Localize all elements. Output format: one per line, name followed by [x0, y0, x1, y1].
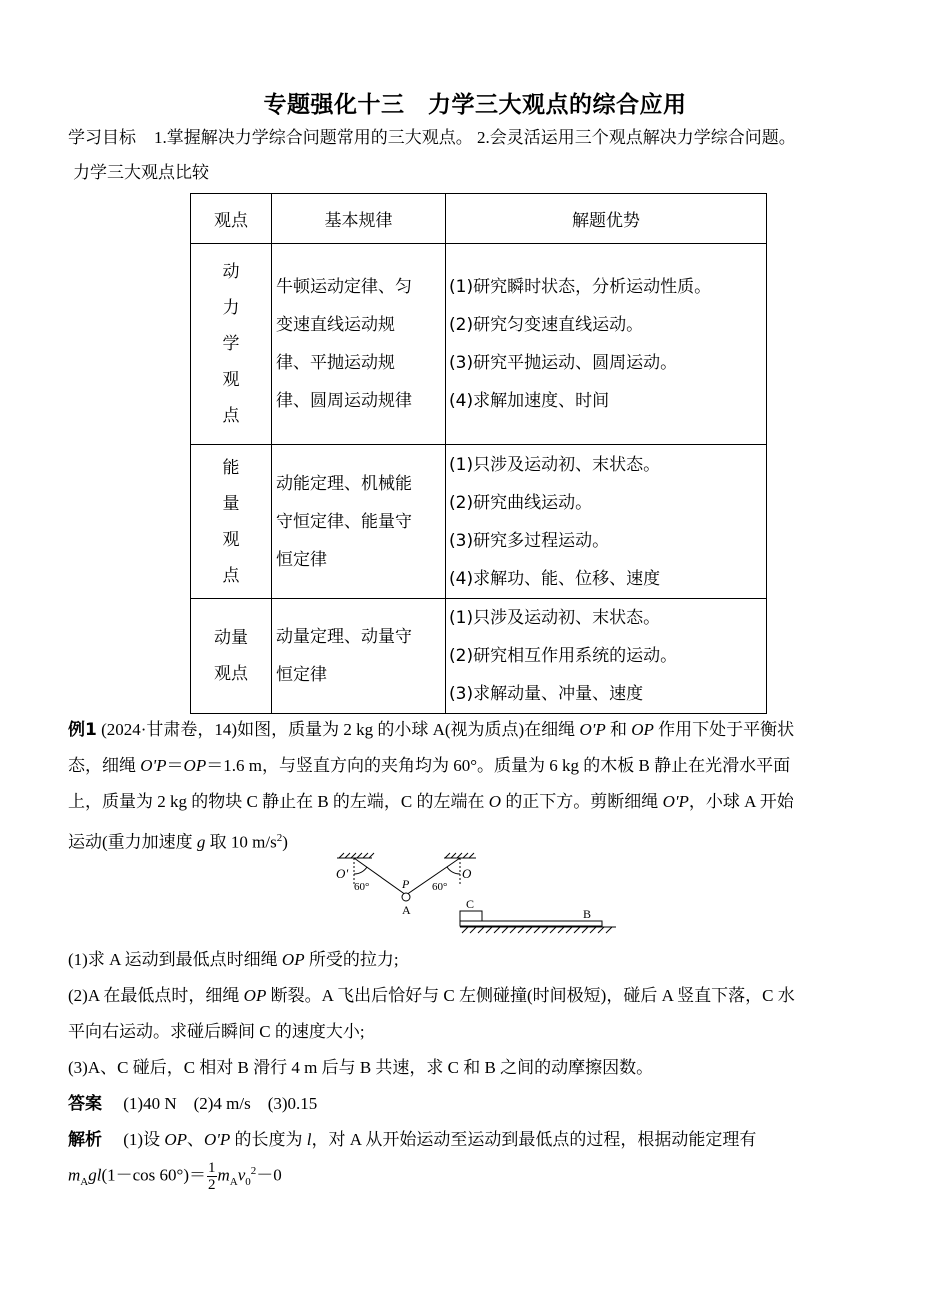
- analysis: 解析 (1)设 OP、O'P 的长度为 l，对 A 从开始运动至运动到最低点的过程，根据动能定理有: [68, 1130, 757, 1150]
- row-laws-dynamics: 牛顿运动定律、匀 变速直线运动规 律、平抛运动规 律、圆周运动规律: [272, 244, 446, 445]
- angle-left: 60°: [354, 881, 370, 893]
- comparison-table: [190, 193, 767, 714]
- questions: (1)求 A 运动到最低点时细绳 OP 所受的拉力; (2)A 在最低点时，细绳 OP 断裂。A 飞出后恰好与 C 左侧碰撞(时间极短)，碰后 A 竖直下落，C 水 平向右运动。求碰后瞬间 C 的速度大小; (3)A、C 碰后，C 相对 B 滑行 4 m 后与 B 共速，求 C 和 B 之间的动摩擦因数。 答案 (1)40 N (2)4 m/s (3)0.15 解析 (1)设 OP、O'P 的长度为 l，对 A 从开始运动至运动到最低点的过程，根据动能定理有: [68, 942, 883, 1158]
- label-c: C: [466, 897, 475, 911]
- label-p: P: [402, 877, 410, 891]
- header-laws: 基本规律: [272, 194, 446, 244]
- physics-diagram: [334, 852, 624, 937]
- table-row: [191, 244, 767, 445]
- row-view-energy: 能 量 观 点: [191, 445, 272, 599]
- row-view-momentum: 动量 观点: [191, 599, 272, 714]
- row-adv-dynamics: (1)研究瞬时状态，分析运动性质。 (2)研究匀变速直线运动。 (3)研究平抛运动、圆周运动。 (4)求解加速度、时间: [446, 244, 767, 445]
- page-title: 专题强化十三 力学三大观点的综合应用: [263, 92, 687, 118]
- ground: [460, 927, 616, 933]
- ball-a: [402, 893, 410, 901]
- header-view: 观点: [191, 194, 272, 244]
- goals-label: 学习目标: [68, 128, 136, 148]
- question-2: (2)A 在最低点时，细绳 OP 断裂。A 飞出后恰好与 C 左侧碰撞(时间极短)，碰后 A 竖直下落，C 水: [68, 986, 795, 1005]
- board-b: [460, 921, 602, 926]
- example-source: (2024·甘肃卷，14): [101, 720, 238, 739]
- header-advantages: 解题优势: [446, 194, 767, 244]
- analysis-label: 解析: [68, 1130, 102, 1150]
- question-3: (3)A、C 碰后，C 相对 B 滑行 4 m 后与 B 共速，求 C 和 B 之间的动摩擦因数。: [68, 1058, 654, 1077]
- label-o-prime: O': [336, 866, 349, 881]
- row-laws-energy: 动能定理、机械能 守恒定律、能量守 恒定律: [272, 445, 446, 599]
- label-a: A: [402, 903, 411, 917]
- table-row: [191, 599, 767, 714]
- row-adv-energy: (1)只涉及运动初、末状态。 (2)研究曲线运动。 (3)研究多过程运动。 (4)求解功、能、位移、速度: [446, 445, 767, 599]
- row-adv-momentum: (1)只涉及运动初、末状态。 (2)研究相互作用系统的运动。 (3)求解动量、冲量、速度: [446, 599, 767, 714]
- example-label: 例1: [68, 720, 97, 740]
- analysis-equation: $m_Agl(1-\cos$ 60°)＝ $\frac{1}{2}$ $m_Av_0^2-0$: [68, 1160, 282, 1193]
- answer-label: 答案: [68, 1094, 102, 1114]
- example-problem: 例1 (2024·甘肃卷，14)如图，质量为 2 kg 的小球 A(视为质点)在细绳 O'P 和 OP 作用下处于平衡状 态，细绳 O'P＝OP＝1.6 m，与竖直方向的夹角均为 60°。质量为 6 kg 的木板 B 静止在光滑水平面 上，质量为 2 kg 的物块 C 静止在 B 的左端，C 的左端在 O 的正下方。剪断细绳 O'P，小球 A 开始 运动(重力加速度 g 取 10 $m/s^2$): [68, 720, 795, 852]
- label-o: O: [462, 866, 472, 881]
- fraction-half: $\frac{1}{2}$: [208, 1160, 216, 1193]
- row-view-dynamics: 动 力 学 观 点: [191, 244, 272, 445]
- table-header-row: [191, 194, 767, 244]
- row-laws-momentum: 动量定理、动量守 恒定律: [272, 599, 446, 714]
- answer: [68, 1086, 883, 1122]
- label-b: B: [583, 907, 592, 921]
- learning-goals: [68, 123, 898, 148]
- angle-right: 60°: [432, 881, 448, 893]
- answer-text: (1)40 N (2)4 m/s (3)0.15: [123, 1094, 318, 1113]
- goals-text: 1.掌握解决力学综合问题常用的三大观点。 2.会灵活运用三个观点解决力学综合问题。: [154, 128, 796, 147]
- comparison-title: 力学三大观点比较: [73, 163, 209, 183]
- table-row: [191, 445, 767, 599]
- block-c: [460, 911, 482, 921]
- question-1: (1)求 A 运动到最低点时细绳 OP 所受的拉力;: [68, 950, 399, 969]
